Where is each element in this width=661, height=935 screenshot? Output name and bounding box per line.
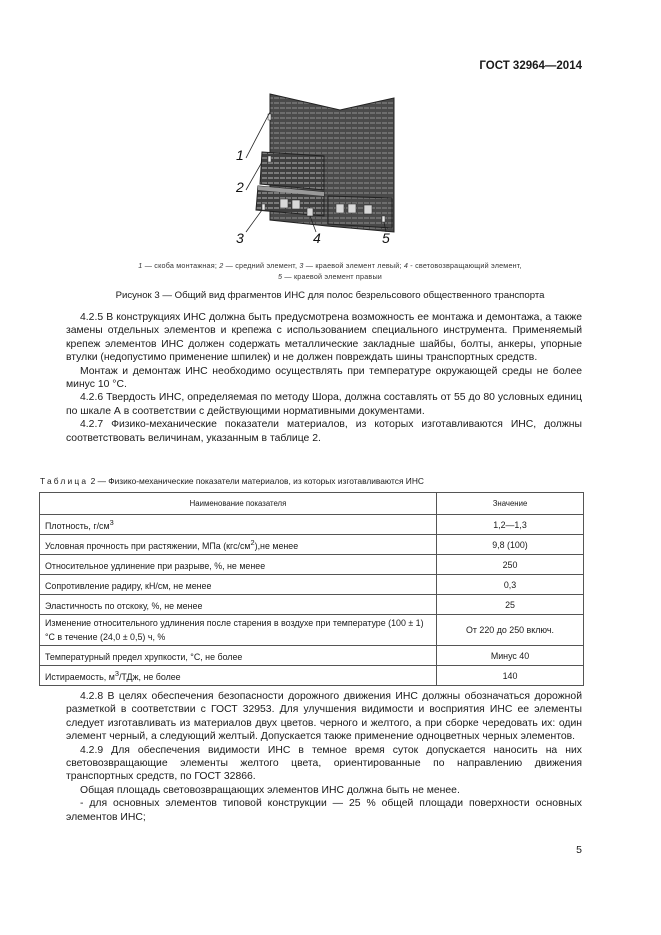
table-header-row (40, 493, 584, 515)
table-row: Истираемость, $м^3$/ТДж, не более 140 (40, 666, 584, 686)
table-row: Сопротивление радиру, кН/см, не менее 0,3 (40, 575, 584, 595)
paragraph: 4.2.8 В целях обеспечения безопасности дорожного движения ИНС должны обозначаться дорожной разметкой в соответствии с ГОСТ 32953. Для улучшения видимости и восприятия ИНС ее элементы следует изготавливать из материалов двух цветов. черного и желтого, а при сборке чередовать их: один элемент черный, а следующий желтый. Допускается также применение одноцветных черных элементов. (66, 691, 582, 743)
figure-label-1: 1 (236, 147, 244, 163)
page-number: 5 (576, 844, 582, 856)
paragraph: 4.2.6 Твердость ИНС, определяемая по методу Шора, должна составлять от 55 до 80 условных единиц по шкале А в соответствии с действующими нормативными документами. (66, 392, 582, 417)
paragraph: Монтаж и демонтаж ИНС необходимо осуществлять при температуре окружающей среды не более минус 10 °С. (66, 365, 582, 391)
table-row: Температурный предел хрупкости, °С, не более Минус 40 (40, 646, 584, 666)
section-text-1 (66, 311, 582, 445)
properties-table (39, 492, 584, 686)
document-code: ГОСТ 32964—2014 (479, 60, 582, 72)
column-header-value: Значение (437, 493, 584, 515)
table-caption: Таблица 2 — Физико-механические показатели материалов, из которых изготавливаются ИНС (40, 476, 424, 486)
figure-key-line-1: 1 — скоба монтажная; 2 — средний элемент, 3 — краевой элемент левый; 4 - световозвращающий элемент, (138, 261, 522, 270)
paragraph: Общая площадь световозвращающих элементов ИНС должна быть не менее. (80, 784, 460, 796)
table-row: Изменение относительного удлинения после старения в воздухе при температуре (100 ± 1) °С в течение (24,0 ± 0,5) ч, % От 220 до 250 включ. (40, 615, 584, 646)
paragraph: 4.2.7 Физико-механические показатели материалов, из которых изготавливаются ИНС, должны соответствовать величинам, указанным в таблице 2. (66, 419, 582, 444)
paragraph: - для основных элементов типовой конструкции — 25 % общей площади поверхности основных элементов ИНС; (66, 798, 582, 823)
figure-title: Рисунок 3 — Общий вид фрагментов ИНС для полос безрельсового общественного транспорта (115, 290, 545, 301)
figure-label-4: 4 (313, 230, 321, 246)
paragraph: 4.2.9 Для обеспечения видимости ИНС в темное время суток допускается наносить на них световозвращающие элементы желтого цвета, ориентированные по направлению движения транспортных средств, по ГОСТ 32866. (66, 744, 582, 783)
table-row: Условная прочность при растяжении, МПа $(кгс/см^2),не$ менее 9,8 (100) (40, 535, 584, 555)
figure-label-5: 5 (382, 230, 390, 246)
table-row: Эластичность по отскоку, %, не менее 25 (40, 595, 584, 615)
table-row: Относительное удлинение при разрыве, %, не менее 250 (40, 555, 584, 575)
column-header-name: Наименование показателя (40, 493, 437, 515)
section-text-2 (66, 690, 582, 824)
paragraph: 4.2.5 В конструкциях ИНС должна быть предусмотрена возможность ее монтажа и демонтажа, а также замены отдельных элементов и крепежа с использованием специального инструмента. Применяемый крепеж элементов ИНС должен содержать металлические закладные шайбы, болты, анкеры, упорные втулки (недопустимо применение шпилек) и не должен повреждать шины транспортных средств. (66, 312, 582, 364)
figure-key-line-2: 5 — краевой элемент правыи (277, 272, 383, 281)
table-row: Плотность, $г/см^3$ 1,2—1,3 (40, 515, 584, 535)
barrier-fragments-figure (232, 92, 402, 250)
figure-label-2: 2 (236, 179, 244, 195)
figure-label-3: 3 (236, 230, 244, 246)
